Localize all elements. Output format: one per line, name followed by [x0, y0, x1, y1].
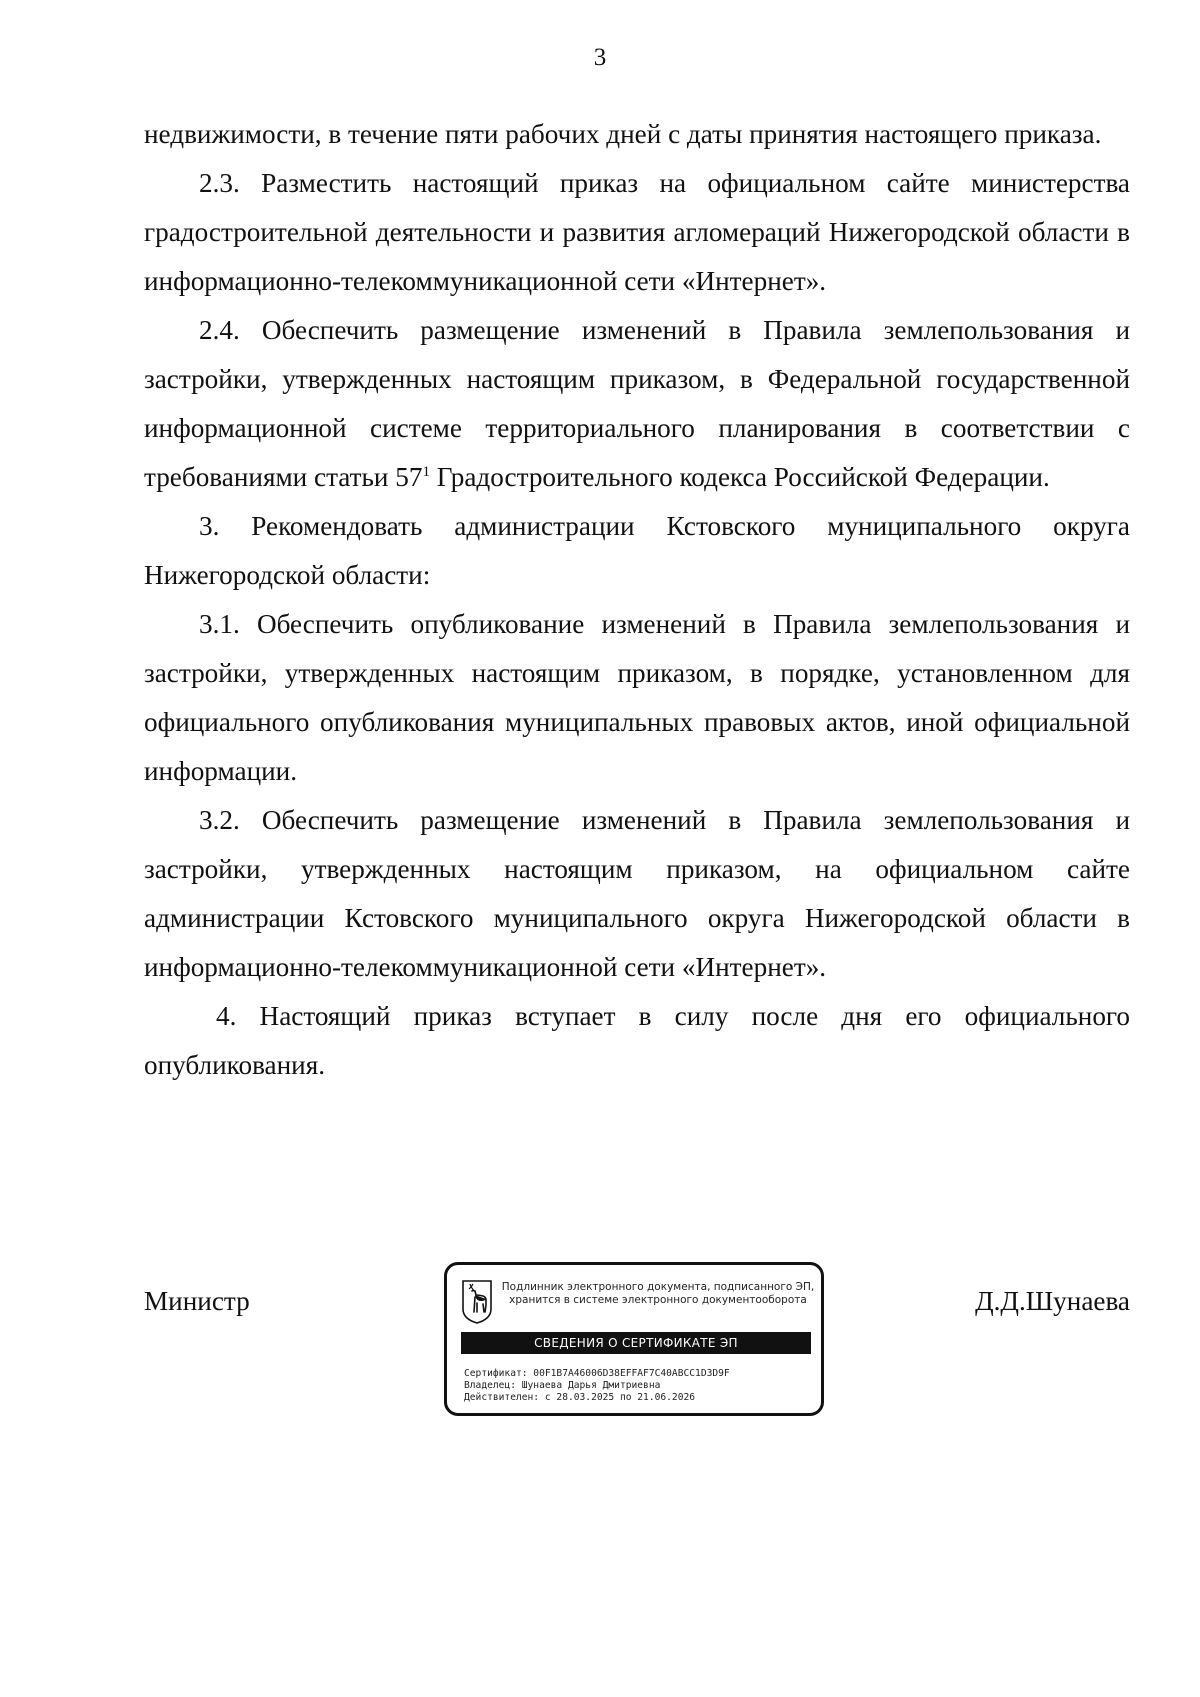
deer-coat-of-arms-icon [461, 1279, 493, 1325]
paragraph-2-3: 2.3. Разместить настоящий приказ на официальном сайте министерства градостроительной деятельности и развития агломераций Нижегородской области в информационно-телекоммуникационной сети «Интернет». [144, 168, 1130, 296]
paragraph-3-1: 3.1. Обеспечить опубликование изменений в Правила землепользования и застройки, утвержденных настоящим приказом, в порядке, установленном для официального опубликования муниципальных правовых актов, иной официальной информации. [144, 609, 1130, 786]
paragraph-4: 4. Настоящий приказ вступает в силу после дня его официального опубликования. [144, 1001, 1130, 1080]
stamp-header [499, 1281, 817, 1307]
signer-name: Д.Д.Шунаева [975, 1286, 1130, 1316]
paragraph-2-4-text: 2.4. Обеспечить размещение изменений в Правила землепользования и застройки, утвержденных настоящим приказом, в Федеральной государственной информационной системе территориального планирования в соответствии с требованиями статьи 57 [144, 315, 1130, 492]
paragraph-2-4-tail: Градостроительного кодекса Российской Федерации. [429, 462, 1050, 492]
paragraph-3-2: 3.2. Обеспечить размещение изменений в Правила землепользования и застройки, утвержденных настоящим приказом, на официальном сайте администрации Кстовского муниципального округа Нижегородской области в информационно-телекоммуникационной сети «Интернет». [144, 805, 1130, 982]
certificate-details [464, 1368, 814, 1404]
certificate-validity: Действителен: с 28.03.2025 по 21.06.2026 [464, 1392, 696, 1403]
stamp-header-line1: Подлинник электронного документа, подписанного ЭП, [501, 1281, 815, 1293]
stamp-header-line2: хранится в системе электронного документооборота [509, 1294, 807, 1306]
document-body [144, 110, 1130, 1090]
paragraph-3: 3. Рекомендовать администрации Кстовского муниципального округа Нижегородской области: [144, 511, 1130, 590]
stamp-title-bar: СВЕДЕНИЯ О СЕРТИФИКАТЕ ЭП [461, 1332, 811, 1354]
signer-position: Министр [144, 1286, 250, 1316]
paragraph-2-4 [144, 306, 1130, 502]
certificate-number: Сертификат: 00F1B7A46006D38EFFAF7C40ABCC1D3D9F [464, 1368, 730, 1379]
page-number: 3 [593, 44, 607, 71]
electronic-signature-stamp [444, 1262, 824, 1416]
paragraph-continuation: недвижимости, в течение пяти рабочих дней с даты принятия настоящего приказа. [144, 119, 1102, 149]
article-superscript: 1 [422, 463, 430, 480]
certificate-owner: Владелец: Шунаева Дарья Дмитриевна [464, 1380, 661, 1391]
